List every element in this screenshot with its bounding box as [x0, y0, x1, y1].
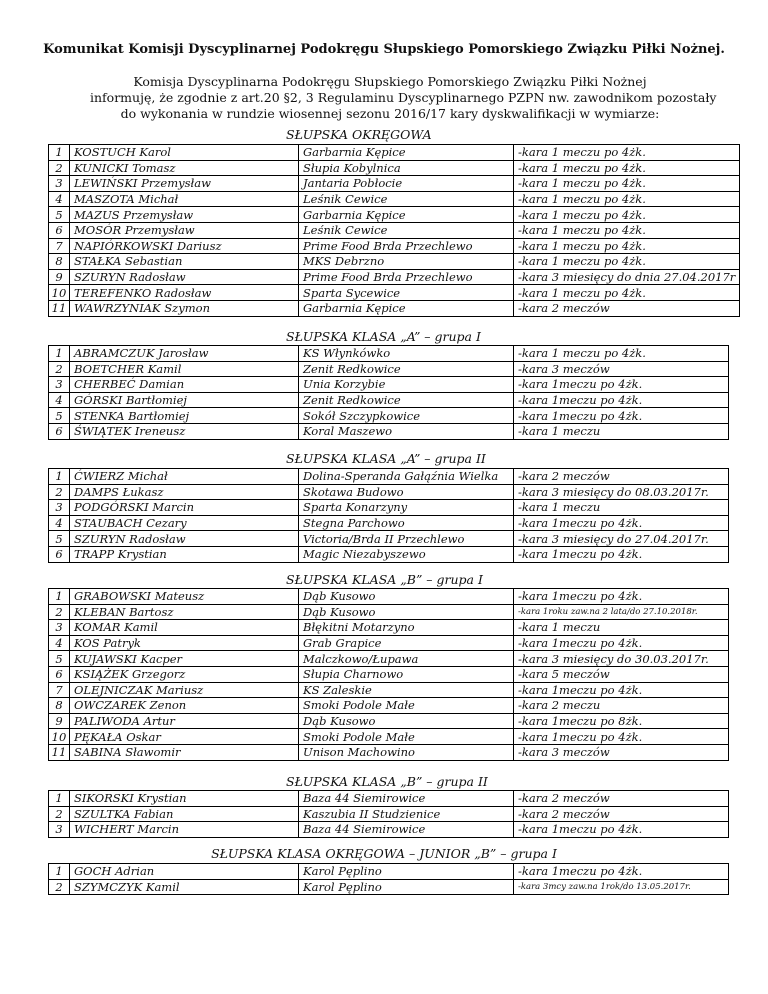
club-name: Sparta Konarzyny: [299, 500, 514, 516]
row-number: 7: [49, 238, 70, 254]
player-name: OLEJNICZAK Mariusz: [70, 682, 299, 698]
club-name: Leśnik Cewice: [299, 191, 514, 207]
table-row: [49, 635, 729, 651]
penalty-text: -kara 1meczu po 4żk.: [514, 546, 729, 562]
penalty-text: -kara 2 meczów: [514, 300, 740, 316]
row-number: 9: [49, 269, 70, 285]
intro-paragraph: [90, 74, 717, 122]
player-name: TEREFENKO Radosław: [70, 285, 299, 301]
club-name: Dąb Kusowo: [299, 589, 514, 605]
club-name: Zenit Redkowice: [299, 361, 514, 377]
row-number: 5: [49, 207, 70, 223]
player-name: KSIĄŻEK Grzegorz: [70, 666, 299, 682]
club-name: Baza 44 Siemirowice: [299, 822, 514, 838]
player-name: GOCH Adrian: [70, 864, 299, 880]
table-row: [49, 729, 729, 745]
penalty-text: -kara 1 meczu: [514, 620, 729, 636]
player-name: PĘKAŁA Oskar: [70, 729, 299, 745]
row-number: 3: [49, 500, 70, 516]
table-row: [49, 546, 729, 562]
table-row: [49, 222, 740, 238]
row-number: 6: [49, 423, 70, 439]
table-row: [49, 806, 729, 822]
table-row: [49, 346, 729, 362]
player-name: SZYMCZYK Kamil: [70, 879, 299, 895]
player-name: SZURYN Radosław: [70, 269, 299, 285]
club-name: Sokół Szczypkowice: [299, 408, 514, 424]
player-name: DAMPS Łukasz: [70, 484, 299, 500]
row-number: 1: [49, 469, 70, 485]
club-name: Magic Niezabyszewo: [299, 546, 514, 562]
club-name: Prime Food Brda Przechlewo: [299, 269, 514, 285]
club-name: KS Włynkówko: [299, 346, 514, 362]
penalty-text: -kara 1roku zaw.na 2 lata/do 27.10.2018r.: [514, 604, 729, 620]
club-name: Prime Food Brda Przechlewo: [299, 238, 514, 254]
section-title: SŁUPSKA KLASA OKRĘGOWA – JUNIOR „B” – grupa I: [211, 846, 557, 861]
club-name: Dąb Kusowo: [299, 713, 514, 729]
penalty-text: -kara 5 meczów: [514, 666, 729, 682]
table-row: [49, 666, 729, 682]
intro-line: informuję, że zgodnie z art.20 §2, 3 Regulaminu Dyscyplinarnego PZPN nw. zawodnikom pozostały: [90, 90, 717, 105]
table-row: [49, 408, 729, 424]
penalty-table: [48, 790, 729, 838]
player-name: SIKORSKI Krystian: [70, 791, 299, 807]
row-number: 8: [49, 254, 70, 270]
table-row: [49, 238, 740, 254]
penalty-text: -kara 1meczu po 8żk.: [514, 713, 729, 729]
table-row: [49, 620, 729, 636]
player-name: NAPIÓRKOWSKI Dariusz: [70, 238, 299, 254]
table-row: [49, 791, 729, 807]
player-name: WICHERT Marcin: [70, 822, 299, 838]
penalty-text: -kara 3 miesięcy do 08.03.2017r.: [514, 484, 729, 500]
player-name: BOETCHER Kamil: [70, 361, 299, 377]
penalty-text: -kara 1meczu po 4żk.: [514, 682, 729, 698]
row-number: 1: [49, 346, 70, 362]
penalty-table: [48, 588, 729, 761]
club-name: Skotawa Budowo: [299, 484, 514, 500]
penalty-text: -kara 2 meczu: [514, 698, 729, 714]
penalty-text: -kara 1meczu po 4żk.: [514, 392, 729, 408]
player-name: ĆWIERZ Michał: [70, 469, 299, 485]
penalty-text: -kara 3 meczów: [514, 361, 729, 377]
table-row: [49, 423, 729, 439]
table-row: [49, 864, 729, 880]
penalty-text: -kara 1 meczu po 4żk.: [514, 207, 740, 223]
player-name: SZURYN Radosław: [70, 531, 299, 547]
penalty-text: -kara 1 meczu po 4żk.: [514, 176, 740, 192]
row-number: 4: [49, 392, 70, 408]
table-row: [49, 682, 729, 698]
player-name: ABRAMCZUK Jarosław: [70, 346, 299, 362]
club-name: Victoria/Brda II Przechlewo: [299, 531, 514, 547]
club-name: Dąb Kusowo: [299, 604, 514, 620]
club-name: Malczkowo/Łupawa: [299, 651, 514, 667]
club-name: Stegna Parchowo: [299, 515, 514, 531]
table-row: [49, 744, 729, 760]
row-number: 5: [49, 408, 70, 424]
penalty-text: -kara 1meczu po 4żk.: [514, 515, 729, 531]
row-number: 4: [49, 191, 70, 207]
intro-line: do wykonania w rundzie wiosennej sezonu 2016/17 kary dyskwalifikacji w wymiarze:: [120, 106, 660, 121]
penalty-table: [48, 863, 729, 895]
row-number: 11: [49, 744, 70, 760]
row-number: 6: [49, 546, 70, 562]
club-name: KS Zaleskie: [299, 682, 514, 698]
club-name: Sparta Sycewice: [299, 285, 514, 301]
section-title: SŁUPSKA KLASA „B” – grupa I: [286, 572, 483, 587]
club-name: Garbarnia Kępice: [299, 145, 514, 161]
penalty-table: [48, 468, 729, 563]
penalty-text: -kara 1 meczu po 4żk.: [514, 222, 740, 238]
penalty-table: [48, 144, 740, 317]
penalty-text: -kara 1meczu po 4żk.: [514, 408, 729, 424]
row-number: 5: [49, 531, 70, 547]
penalty-text: -kara 1 meczu po 4żk.: [514, 191, 740, 207]
table-row: [49, 879, 729, 895]
penalty-text: -kara 2 meczów: [514, 469, 729, 485]
player-name: CHERBEĆ Damian: [70, 377, 299, 393]
player-name: KOS Patryk: [70, 635, 299, 651]
penalty-text: -kara 1 meczu: [514, 423, 729, 439]
player-name: KLEBAN Bartosz: [70, 604, 299, 620]
table-row: [49, 469, 729, 485]
row-number: 1: [49, 145, 70, 161]
table-row: [49, 651, 729, 667]
club-name: Grab Grapice: [299, 635, 514, 651]
row-number: 2: [49, 879, 70, 895]
club-name: MKS Debrzno: [299, 254, 514, 270]
player-name: PODGÓRSKI Marcin: [70, 500, 299, 516]
table-row: [49, 207, 740, 223]
document-title: Komunikat Komisji Dyscyplinarnej Podokręgu Słupskiego Pomorskiego Związku Piłki Nożnej.: [43, 42, 725, 57]
club-name: Smoki Podole Małe: [299, 698, 514, 714]
row-number: 1: [49, 791, 70, 807]
club-name: Błękitni Motarzyno: [299, 620, 514, 636]
penalty-text: -kara 1 meczu po 4żk.: [514, 254, 740, 270]
row-number: 3: [49, 377, 70, 393]
penalty-text: -kara 2 meczów: [514, 791, 729, 807]
player-name: SABINA Sławomir: [70, 744, 299, 760]
club-name: Garbarnia Kępice: [299, 300, 514, 316]
penalty-text: -kara 1 meczu po 4żk.: [514, 285, 740, 301]
player-name: MAZUS Przemysław: [70, 207, 299, 223]
table-row: [49, 822, 729, 838]
section-title: SŁUPSKA KLASA „A” – grupa I: [286, 329, 481, 344]
row-number: 1: [49, 864, 70, 880]
club-name: Baza 44 Siemirowice: [299, 791, 514, 807]
table-row: [49, 254, 740, 270]
club-name: Leśnik Cewice: [299, 222, 514, 238]
penalty-text: -kara 3 miesięcy do 27.04.2017r.: [514, 531, 729, 547]
row-number: 11: [49, 300, 70, 316]
row-number: 3: [49, 620, 70, 636]
table-row: [49, 713, 729, 729]
club-name: Kaszubia II Studzienice: [299, 806, 514, 822]
penalty-text: -kara 1 meczu po 4żk.: [514, 160, 740, 176]
player-name: STENKA Bartłomiej: [70, 408, 299, 424]
club-name: Garbarnia Kępice: [299, 207, 514, 223]
player-name: KOMAR Kamil: [70, 620, 299, 636]
player-name: ŚWIĄTEK Ireneusz: [70, 423, 299, 439]
row-number: 6: [49, 666, 70, 682]
club-name: Zenit Redkowice: [299, 392, 514, 408]
row-number: 2: [49, 806, 70, 822]
penalty-table: [48, 345, 729, 440]
player-name: PALIWODA Artur: [70, 713, 299, 729]
player-name: MOSÓR Przemysław: [70, 222, 299, 238]
player-name: OWCZAREK Zenon: [70, 698, 299, 714]
table-row: [49, 285, 740, 301]
table-row: [49, 300, 740, 316]
intro-line: Komisja Dyscyplinarna Podokręgu Słupskiego Pomorskiego Związku Piłki Nożnej: [133, 74, 647, 89]
player-name: TRAPP Krystian: [70, 546, 299, 562]
row-number: 10: [49, 729, 70, 745]
player-name: GRABOWSKI Mateusz: [70, 589, 299, 605]
club-name: Koral Maszewo: [299, 423, 514, 439]
player-name: STAŁKA Sebastian: [70, 254, 299, 270]
club-name: Słupia Kobylnica: [299, 160, 514, 176]
section-title: SŁUPSKA KLASA „A” – grupa II: [286, 451, 486, 466]
player-name: KUNICKI Tomasz: [70, 160, 299, 176]
penalty-text: -kara 3 miesięcy do 30.03.2017r.: [514, 651, 729, 667]
table-row: [49, 484, 729, 500]
penalty-text: -kara 3 miesięcy do dnia 27.04.2017r: [514, 269, 740, 285]
penalty-text: -kara 3 meczów: [514, 744, 729, 760]
club-name: Unison Machowino: [299, 744, 514, 760]
table-row: [49, 515, 729, 531]
table-row: [49, 191, 740, 207]
row-number: 2: [49, 361, 70, 377]
section-title: SŁUPSKA OKRĘGOWA: [286, 127, 432, 142]
row-number: 10: [49, 285, 70, 301]
club-name: Smoki Podole Małe: [299, 729, 514, 745]
table-row: [49, 176, 740, 192]
table-row: [49, 604, 729, 620]
row-number: 7: [49, 682, 70, 698]
player-name: LEWIŃSKI Przemysław: [70, 176, 299, 192]
player-name: MASZOTA Michał: [70, 191, 299, 207]
penalty-text: -kara 1meczu po 4żk.: [514, 377, 729, 393]
penalty-text: -kara 1 meczu po 4żk.: [514, 238, 740, 254]
player-name: GÓRSKI Bartłomiej: [70, 392, 299, 408]
row-number: 2: [49, 484, 70, 500]
table-row: [49, 377, 729, 393]
row-number: 3: [49, 176, 70, 192]
club-name: Karol Pęplino: [299, 879, 514, 895]
penalty-text: -kara 1 meczu po 4żk.: [514, 145, 740, 161]
table-row: [49, 392, 729, 408]
table-row: [49, 531, 729, 547]
club-name: Jantaria Pobłocie: [299, 176, 514, 192]
club-name: Dolina-Speranda Gałąźnia Wielka: [299, 469, 514, 485]
penalty-text: -kara 1 meczu: [514, 500, 729, 516]
table-row: [49, 698, 729, 714]
row-number: 2: [49, 160, 70, 176]
row-number: 9: [49, 713, 70, 729]
player-name: KUJAWSKI Kacper: [70, 651, 299, 667]
club-name: Słupia Charnowo: [299, 666, 514, 682]
row-number: 6: [49, 222, 70, 238]
penalty-text: -kara 2 meczów: [514, 806, 729, 822]
table-row: [49, 500, 729, 516]
penalty-text: -kara 1meczu po 4żk.: [514, 635, 729, 651]
row-number: 2: [49, 604, 70, 620]
club-name: Karol Pęplino: [299, 864, 514, 880]
table-row: [49, 269, 740, 285]
penalty-text: -kara 3mcy zaw.na 1rok/do 13.05.2017r.: [514, 879, 729, 895]
row-number: 5: [49, 651, 70, 667]
row-number: 3: [49, 822, 70, 838]
table-row: [49, 361, 729, 377]
table-row: [49, 145, 740, 161]
player-name: KOSTUCH Karol: [70, 145, 299, 161]
player-name: SZULTKA Fabian: [70, 806, 299, 822]
row-number: 1: [49, 589, 70, 605]
penalty-text: -kara 1meczu po 4żk.: [514, 589, 729, 605]
table-row: [49, 589, 729, 605]
player-name: WAWRZYNIAK Szymon: [70, 300, 299, 316]
section-title: SŁUPSKA KLASA „B” – grupa II: [286, 774, 488, 789]
penalty-text: -kara 1meczu po 4żk.: [514, 729, 729, 745]
player-name: STAUBACH Cezary: [70, 515, 299, 531]
row-number: 8: [49, 698, 70, 714]
club-name: Unia Korzybie: [299, 377, 514, 393]
penalty-text: -kara 1meczu po 4żk.: [514, 864, 729, 880]
row-number: 4: [49, 515, 70, 531]
row-number: 4: [49, 635, 70, 651]
penalty-text: -kara 1meczu po 4żk.: [514, 822, 729, 838]
table-row: [49, 160, 740, 176]
penalty-text: -kara 1 meczu po 4żk.: [514, 346, 729, 362]
